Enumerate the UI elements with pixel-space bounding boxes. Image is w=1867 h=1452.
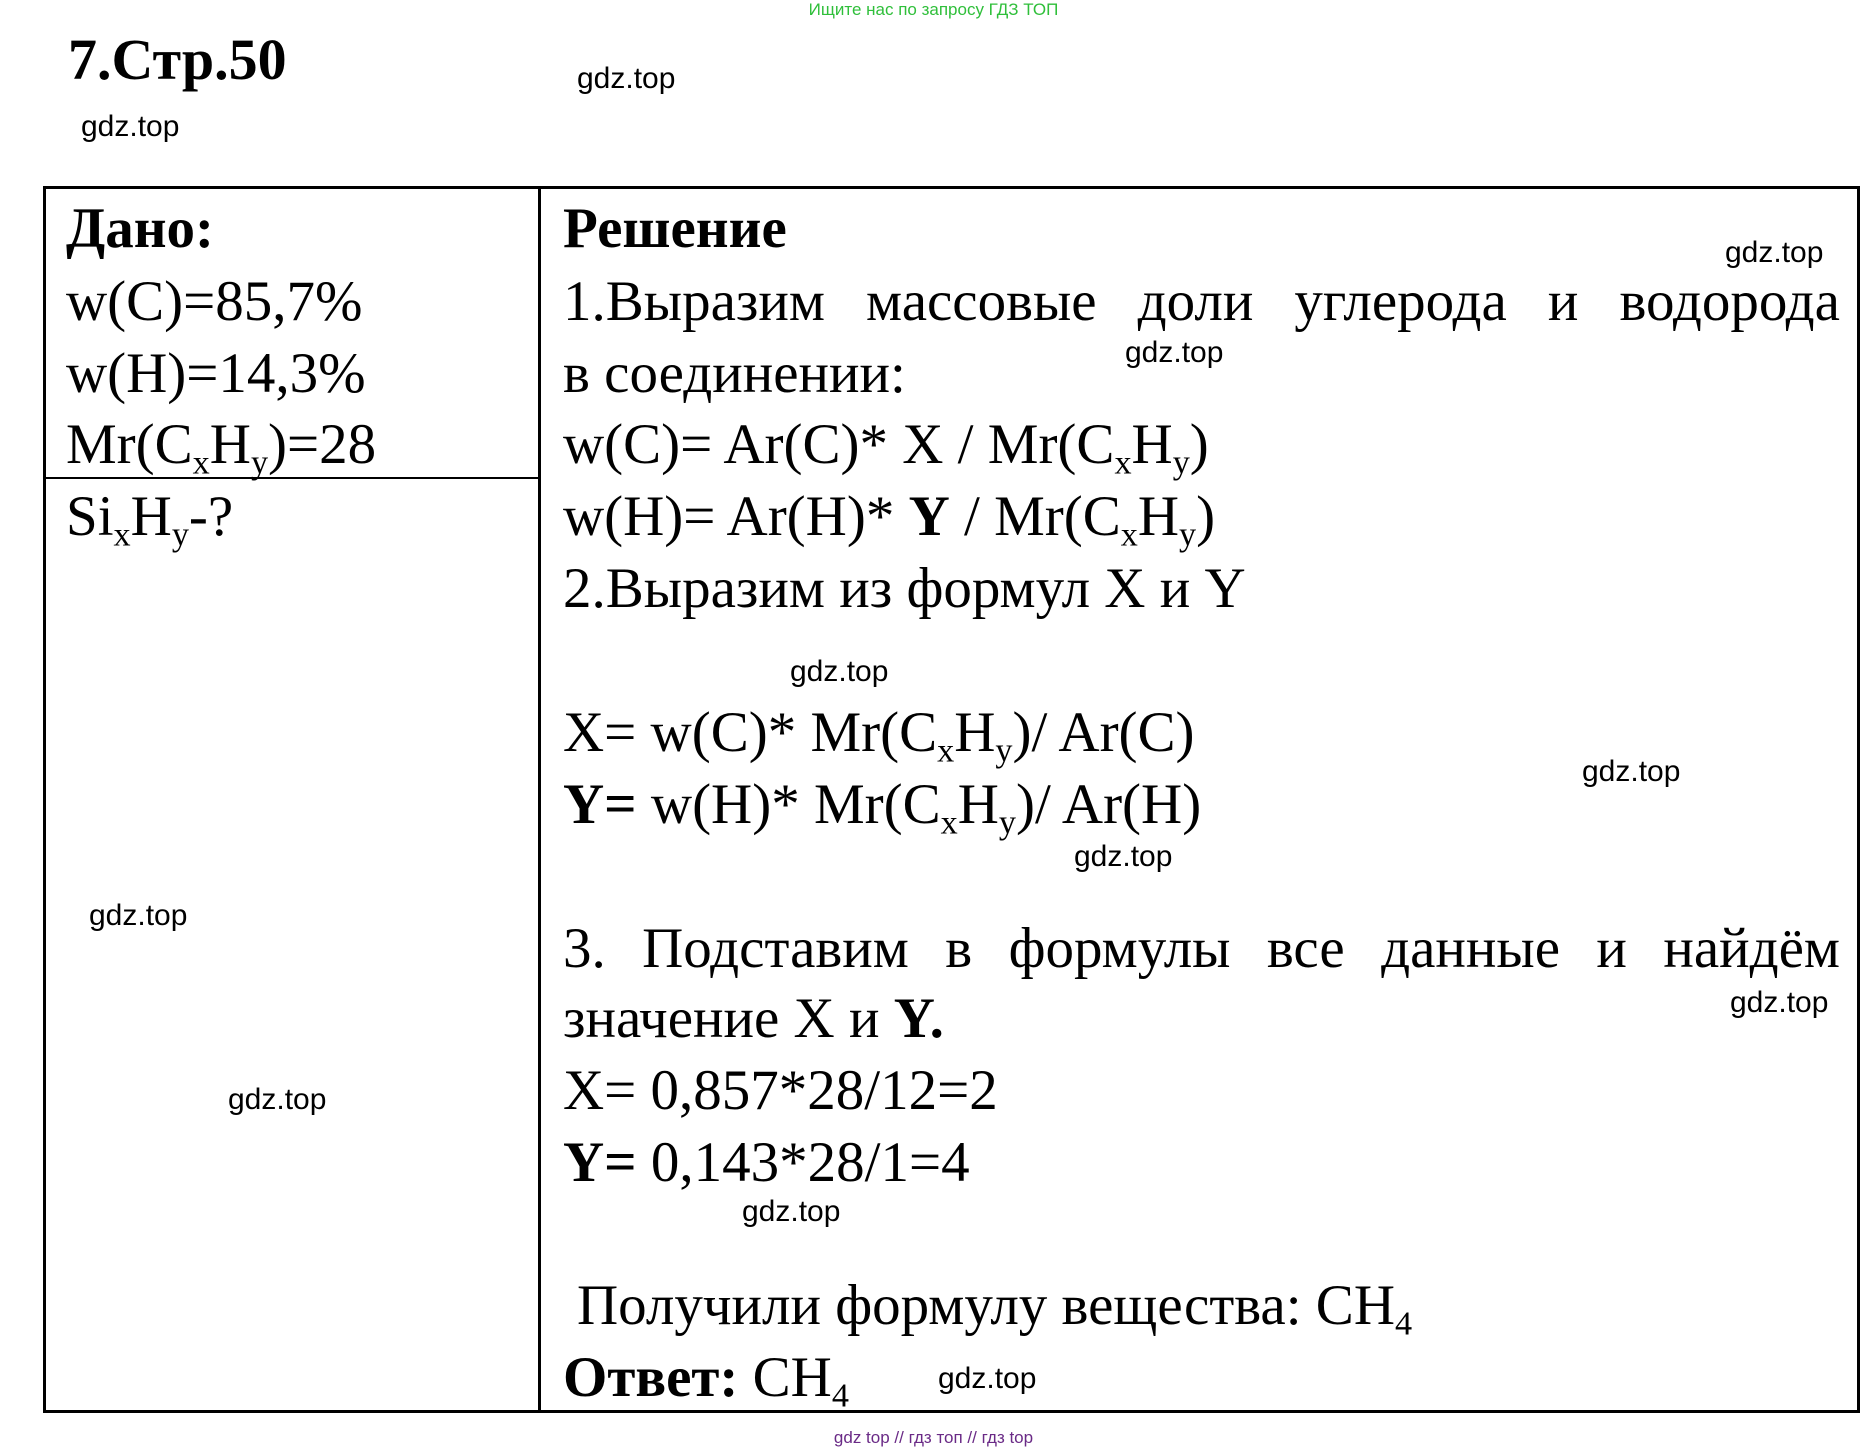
watermark: gdz.top	[1074, 840, 1173, 873]
answer-sub: 4	[831, 1377, 849, 1415]
step3-line1: 3. Подставим в формулы все данные и найдём	[563, 917, 1840, 980]
watermark: gdz.top	[790, 655, 889, 688]
watermark: gdz.top	[89, 899, 188, 932]
calc-y	[563, 1131, 970, 1194]
search-hint: Ищите нас по запросу ГДЗ ТОП	[808, 0, 1059, 19]
calc-y-bold: Y=	[563, 1131, 637, 1194]
answer-bold: Ответ:	[563, 1346, 739, 1409]
eq2-a: w(H)= Ar(H)*	[563, 485, 909, 548]
step3-line2-a: значение X и	[563, 987, 894, 1050]
eq2-bold: Y	[908, 485, 950, 548]
given-mr	[66, 413, 377, 482]
watermark: gdz.top	[742, 1195, 841, 1228]
watermark: gdz.top	[1582, 755, 1681, 788]
eq4-a: w(H)* Mr(C	[636, 773, 941, 836]
eq4-sub-x: x	[940, 804, 958, 842]
result-sub: 4	[1394, 1305, 1413, 1343]
eq3-h: H	[954, 701, 996, 764]
find-h: H	[130, 485, 172, 548]
answer-line	[563, 1346, 849, 1415]
given-heading: Дано:	[66, 197, 215, 260]
eq3-sub-y: y	[995, 732, 1013, 770]
given-mr-sub-y: y	[250, 444, 269, 482]
find-sub-x: x	[113, 516, 131, 554]
step2: 2.Выразим из формул X и Y	[563, 557, 1246, 620]
eq1-h: H	[1131, 413, 1173, 476]
watermark: gdz.top	[938, 1362, 1037, 1395]
given-mr-sub-x: x	[192, 444, 210, 482]
eq4-sub-y: y	[998, 804, 1016, 842]
given-mr-h: H	[209, 413, 251, 476]
solution-heading: Решение	[563, 197, 787, 260]
equation-w-c	[563, 413, 1209, 482]
result-a: Получили формулу вещества: CH	[577, 1274, 1395, 1337]
find-suffix: -?	[188, 485, 234, 548]
eq2-b: / Mr(C	[949, 485, 1121, 548]
page-title: 7.Стр.50	[68, 27, 287, 92]
eq2-h: H	[1137, 485, 1179, 548]
find-si: Si	[66, 485, 114, 548]
given-w-h: w(H)=14,3%	[66, 342, 366, 405]
equation-y	[563, 773, 1202, 842]
watermark: gdz.top	[81, 110, 180, 143]
column-divider	[538, 186, 541, 1413]
eq3-a: X= w(C)* Mr(C	[563, 701, 938, 764]
answer-a: CH	[738, 1346, 832, 1409]
eq1-sub-y: y	[1172, 444, 1190, 482]
given-divider	[43, 477, 540, 479]
watermark: gdz.top	[1730, 986, 1829, 1019]
equation-x	[563, 701, 1195, 770]
watermark: gdz.top	[228, 1083, 327, 1116]
eq4-bold: Y=	[563, 773, 637, 836]
given-w-c: w(C)=85,7%	[66, 270, 363, 333]
equation-w-h	[563, 485, 1216, 554]
given-mr-suffix: )=28	[268, 413, 377, 476]
watermark: gdz.top	[1125, 336, 1224, 369]
eq3-sub-x: x	[937, 732, 955, 770]
eq1-b: )	[1189, 413, 1209, 476]
find-formula	[66, 485, 234, 554]
step3-line2	[563, 987, 944, 1050]
eq1-sub-x: x	[1114, 444, 1132, 482]
watermark: gdz.top	[1725, 236, 1824, 269]
eq4-b: )/ Ar(H)	[1015, 773, 1202, 836]
result-line	[577, 1274, 1413, 1343]
step3-line2-bold: Y.	[893, 987, 944, 1050]
given-mr-prefix: Mr(C	[66, 413, 193, 476]
eq4-h: H	[957, 773, 999, 836]
eq2-c: )	[1196, 485, 1216, 548]
eq2-sub-y: y	[1179, 516, 1197, 554]
eq1-a: w(C)= Ar(C)* X / Mr(C	[563, 413, 1115, 476]
eq2-sub-x: x	[1120, 516, 1138, 554]
watermark: gdz.top	[577, 62, 676, 95]
eq3-b: )/ Ar(C)	[1012, 701, 1195, 764]
step1-line1: 1.Выразим массовые доли углерода и водорода	[563, 270, 1840, 333]
calc-x: X= 0,857*28/12=2	[563, 1059, 998, 1122]
calc-y-value: 0,143*28/1=4	[636, 1131, 970, 1194]
find-sub-y: y	[171, 516, 189, 554]
step1-line2: в соединении:	[563, 342, 906, 405]
footer-links: gdz top // гдз топ // гдз top	[833, 1428, 1034, 1447]
